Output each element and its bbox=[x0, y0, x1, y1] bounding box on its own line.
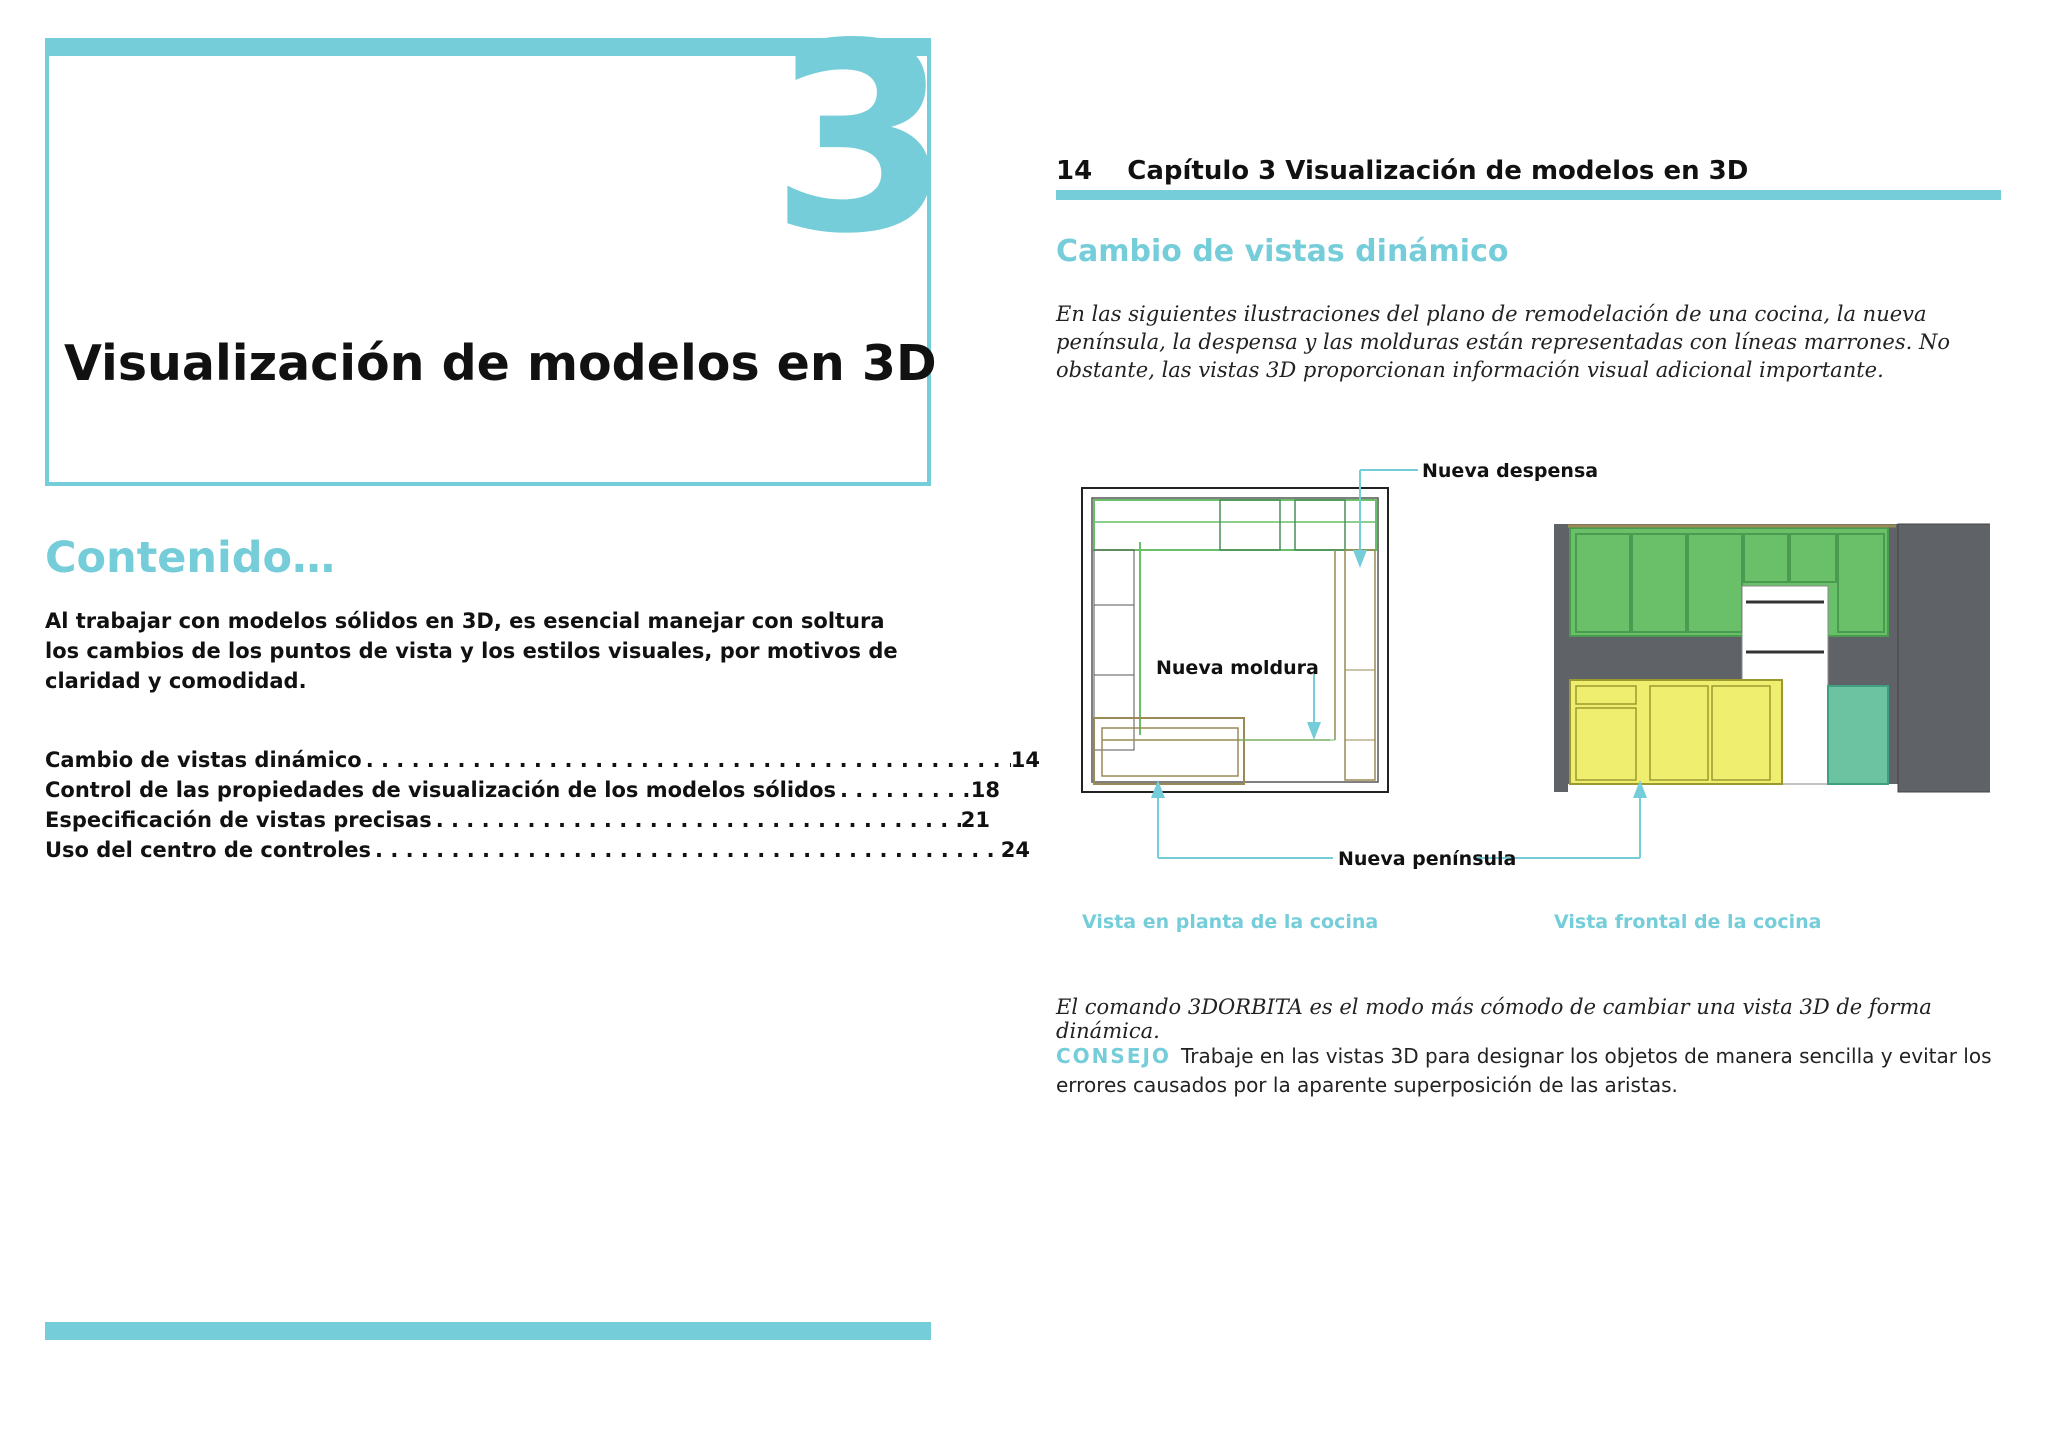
chapter-intro: Al trabajar con modelos sólidos en 3D, es esencial manejar con soltura los cambios de los puntos de vista y los estilos visuales, por motivos de claridad y comodidad. bbox=[45, 609, 898, 693]
caption-plan-view: Vista en planta de la cocina bbox=[1082, 911, 1379, 933]
toc-leader-dots bbox=[836, 775, 971, 805]
toc-entry-page: 18 bbox=[970, 778, 1000, 802]
table-of-contents bbox=[45, 745, 1040, 865]
running-head bbox=[1056, 156, 2001, 200]
toc-entry[interactable] bbox=[45, 775, 1000, 805]
chapter-title: Visualización de modelos en 3D bbox=[64, 335, 937, 392]
section-title: Cambio de vistas dinámico bbox=[1056, 234, 1509, 269]
footer-bar bbox=[45, 1322, 931, 1340]
running-head-title: Capítulo 3 Visualización de modelos en 3D bbox=[1127, 156, 1749, 186]
toc-entry-page: 14 bbox=[1010, 748, 1040, 772]
toc-entry[interactable] bbox=[45, 835, 1030, 865]
tip-box bbox=[1056, 1042, 2001, 1100]
toc-entry-title: Control de las propiedades de visualización de los modelos sólidos bbox=[45, 778, 837, 802]
toc-leader-dots bbox=[371, 835, 1001, 865]
tip-label: CONSEJO bbox=[1056, 1044, 1171, 1068]
toc-leader-dots bbox=[362, 745, 1011, 775]
chapter-number: 3 bbox=[770, 0, 945, 291]
kitchen-front-view bbox=[1475, 524, 1990, 858]
caption-front-view: Vista frontal de la cocina bbox=[1554, 911, 1822, 933]
contents-heading: Contenido… bbox=[45, 533, 336, 583]
section-paragraph: En las siguientes ilustraciones del plano de remodelación de una cocina, la nueva península, la despensa y las molduras están representadas con líneas marrones. No obstante, las vistas 3D proporcionan información visual adicional importante. bbox=[1056, 302, 1950, 382]
kitchen-figure bbox=[1060, 440, 1990, 950]
label-new-molding: Nueva moldura bbox=[1156, 657, 1319, 679]
toc-entry-page: 24 bbox=[1000, 838, 1030, 862]
label-new-pantry: Nueva despensa bbox=[1422, 460, 1599, 482]
toc-entry-page: 21 bbox=[960, 808, 990, 832]
page-number: 14 bbox=[1056, 156, 1093, 186]
toc-leader-dots bbox=[432, 805, 961, 835]
closing-paragraph: El comando 3DORBITA es el modo más cómodo de cambiar una vista 3D de forma dinámica. bbox=[1056, 995, 1932, 1043]
label-new-peninsula: Nueva península bbox=[1338, 848, 1517, 870]
toc-entry-title: Uso del centro de controles bbox=[45, 838, 372, 862]
toc-entry-title: Especificación de vistas precisas bbox=[45, 808, 432, 832]
toc-entry[interactable] bbox=[45, 805, 990, 835]
tip-text: Trabaje en las vistas 3D para designar los objetos de manera sencilla y evitar los errores causados por la aparente superposición de las aristas. bbox=[1056, 1044, 1992, 1097]
toc-entry[interactable] bbox=[45, 745, 1040, 775]
toc-entry-title: Cambio de vistas dinámico bbox=[45, 748, 362, 772]
